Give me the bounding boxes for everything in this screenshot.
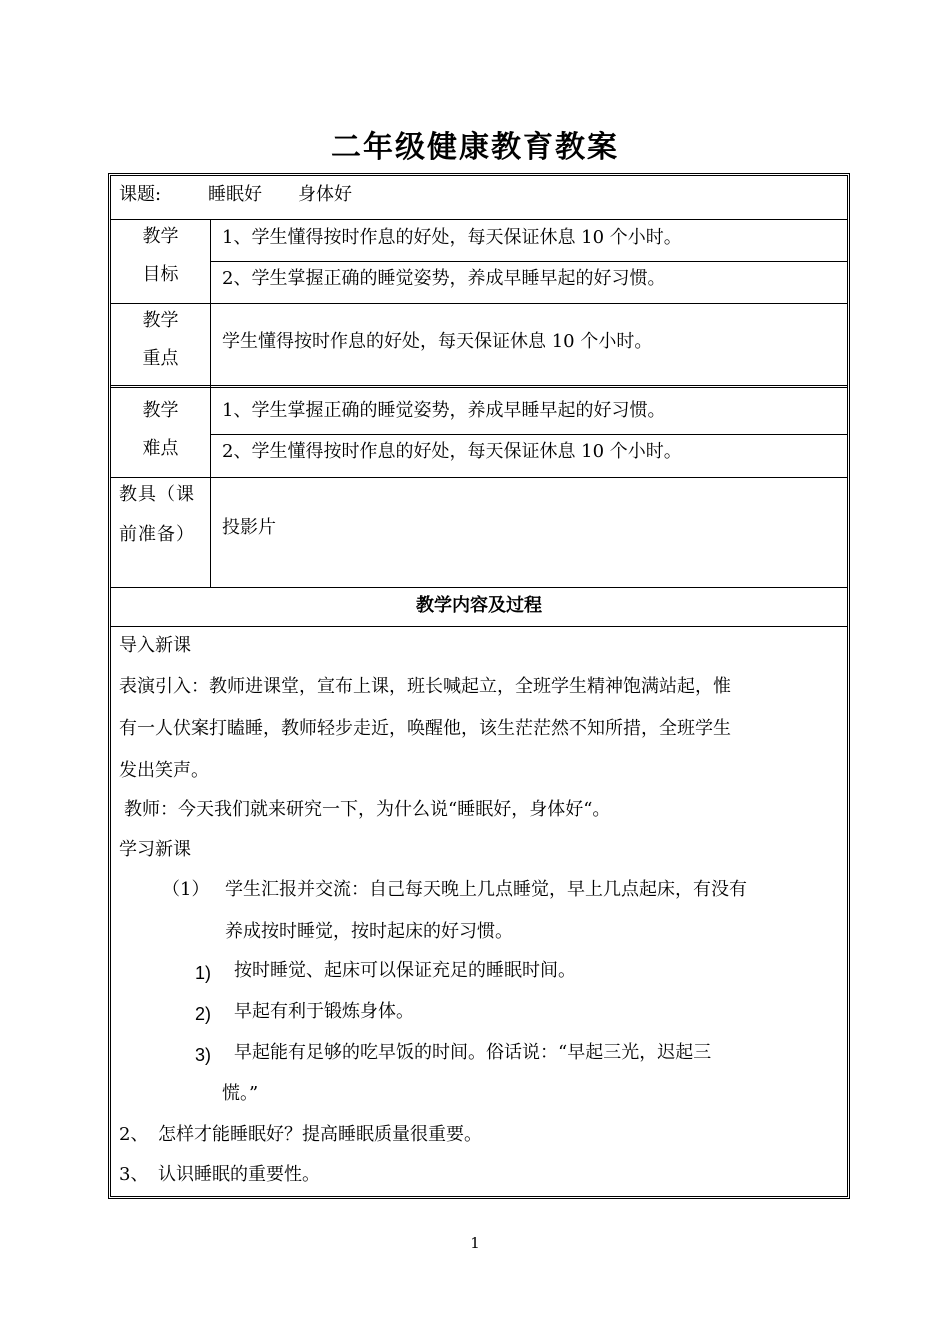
point-number: 3、	[119, 1164, 149, 1185]
table-divider	[111, 303, 847, 304]
objectives-label-line1: 教学	[142, 226, 179, 247]
table-divider	[210, 434, 847, 435]
step1-line: 养成按时睡觉，按时起床的好习惯。	[225, 921, 513, 942]
subitem-text: 早起能有足够的吃早饭的时间。俗话说：“早起三光，迟起三	[234, 1042, 712, 1063]
subitem-continuation: 慌。”	[222, 1083, 259, 1104]
key-points-text: 学生懂得按时作息的好处，每天保证休息 10 个小时。	[222, 331, 653, 352]
subitem-text: 按时睡觉、起床可以保证充足的睡眠时间。	[234, 960, 576, 981]
table-divider	[111, 626, 847, 627]
study-heading: 学习新课	[119, 839, 191, 860]
difficulty-item: 2、学生懂得按时作息的好处，每天保证休息 10 个小时。	[222, 441, 682, 462]
step1-line: 学生汇报并交流：自己每天晚上几点睡觉，早上几点起床，有没有	[225, 879, 747, 900]
tools-label-line1: 教具（课	[119, 484, 195, 505]
process-heading: 教学内容及过程	[416, 595, 542, 616]
label-column-divider	[210, 219, 211, 587]
difficulties-label-line1: 教学	[142, 400, 179, 421]
intro-line: 发出笑声。	[119, 760, 209, 781]
step1-number: （1）	[162, 879, 210, 900]
intro-heading: 导入新课	[119, 635, 191, 656]
table-divider-thick	[111, 385, 847, 388]
intro-line: 有一人伏案打瞌睡，教师轻步走近，唤醒他，该生茫茫然不知所措，全班学生	[119, 718, 731, 739]
subitem-text: 早起有利于锻炼身体。	[234, 1001, 414, 1022]
intro-line: 表演引入：教师进课堂，宣布上课，班长喊起立，全班学生精神饱满站起，惟	[119, 676, 731, 697]
point-text: 认识睡眠的重要性。	[158, 1164, 320, 1185]
difficulties-label-line2: 难点	[142, 438, 179, 459]
objective-item: 1、学生懂得按时作息的好处，每天保证休息 10 个小时。	[222, 227, 682, 248]
point-number: 2、	[119, 1124, 149, 1145]
tools-label-line2: 前准备）	[119, 524, 195, 545]
topic-value: 睡眠好 身体好	[208, 184, 352, 205]
table-divider	[210, 261, 847, 262]
subitem-number: 2)	[195, 1004, 212, 1024]
topic-label: 课题:	[119, 184, 162, 205]
page-number: 1	[470, 1234, 480, 1252]
key-points-label-line1: 教学	[142, 310, 179, 331]
key-points-label-line2: 重点	[142, 348, 179, 369]
table-divider	[111, 587, 847, 588]
table-divider	[111, 219, 847, 220]
subitem-number: 3)	[195, 1045, 212, 1065]
difficulty-item: 1、学生掌握正确的睡觉姿势，养成早睡早起的好习惯。	[222, 400, 666, 421]
tools-text: 投影片	[222, 517, 276, 538]
teacher-line: 教师：今天我们就来研究一下，为什么说“睡眠好，身体好“。	[124, 799, 611, 820]
objective-item: 2、学生掌握正确的睡觉姿势，养成早睡早起的好习惯。	[222, 268, 666, 289]
objectives-label-line2: 目标	[142, 264, 179, 285]
subitem-number: 1)	[195, 963, 212, 983]
document-title: 二年级健康教育教案	[331, 130, 619, 165]
table-divider	[111, 477, 847, 478]
point-text: 怎样才能睡眠好？提高睡眠质量很重要。	[158, 1124, 482, 1145]
